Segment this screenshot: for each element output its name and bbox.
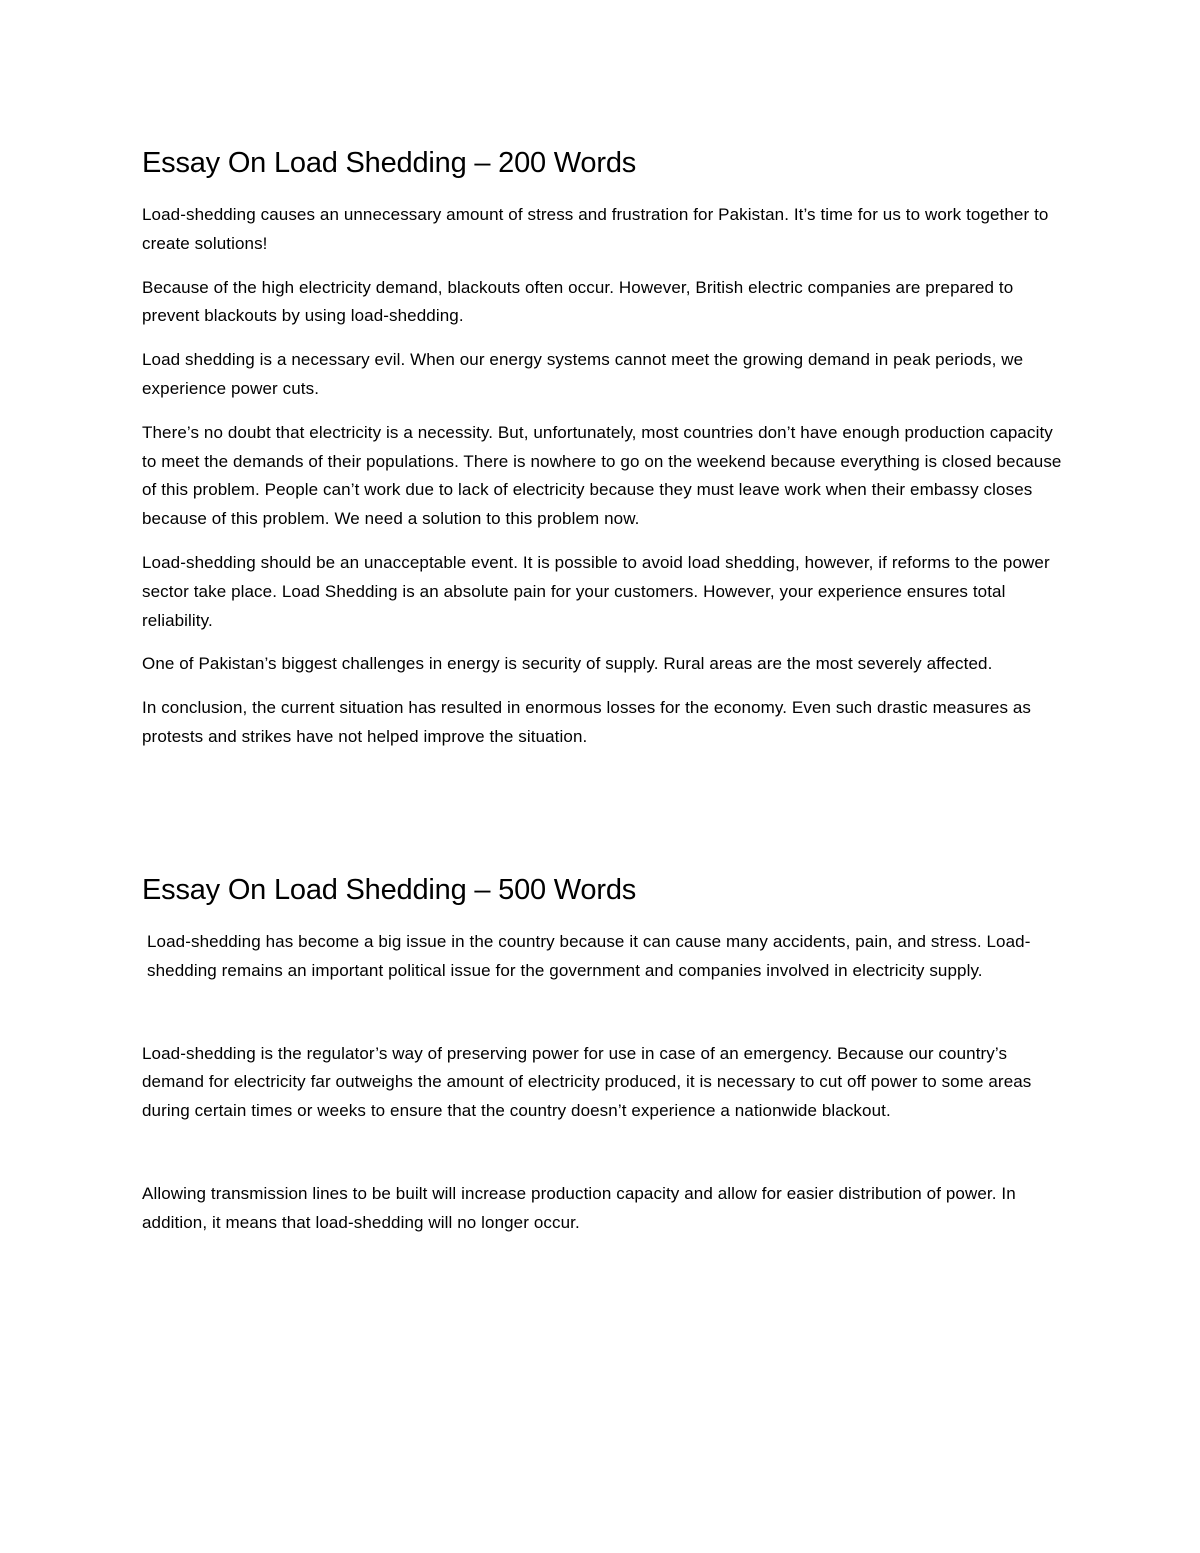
- section-heading-200-words: Essay On Load Shedding – 200 Words: [142, 147, 637, 179]
- paragraph: Because of the high electricity demand, blackouts often occur. However, British electric companies are prepared to prevent blackouts by using load-shedding.: [142, 277, 1014, 326]
- essay-section-200-words: [142, 143, 1067, 767]
- paragraph: Load-shedding has become a big issue in the country because it can cause many accidents, pain, and stress. Load-shedding remains an important political issue for the government and companies involved in electricity supply.: [147, 932, 1031, 980]
- paragraph: Load-shedding should be an unacceptable event. It is possible to avoid load shedding, however, if reforms to the power sector take place. Load Shedding is an absolute pain for your customers. However, your experience ensures total reliability.: [142, 552, 1050, 630]
- document-page: [142, 0, 1067, 1553]
- paragraph: Load-shedding is the regulator’s way of preserving power for use in case of an emergency. Because our country’s demand for electricity far outweighs the amount of electricity produced, it is necessary to cut off power to some areas during certain times or weeks to ensure that the country doesn’t experience a nationwide blackout.: [142, 1043, 1032, 1121]
- paragraph: Load-shedding causes an unnecessary amount of stress and frustration for Pakistan. It’s time for us to work together to create solutions!: [142, 205, 1049, 253]
- essay-section-500-words: [142, 870, 1067, 1253]
- paragraph: In conclusion, the current situation has resulted in enormous losses for the economy. Even such drastic measures as protests and strikes have not helped improve the situation.: [142, 698, 1032, 746]
- paragraph: Allowing transmission lines to be built will increase production capacity and allow for easier distribution of power. In addition, it means that load-shedding will no longer occur.: [142, 1183, 1016, 1232]
- paragraph: There’s no doubt that electricity is a necessity. But, unfortunately, most countries don’t have enough production capacity to meet the demands of their populations. There is nowhere to go on the weekend because everything is closed because of this problem. People can’t work due to lack of electricity because they must leave work when their embassy closes because of this problem. We need a solution to this problem now.: [142, 422, 1062, 529]
- paragraph: Load shedding is a necessary evil. When our energy systems cannot meet the growing demand in peak periods, we experience power cuts.: [142, 350, 1024, 398]
- section-heading-500-words: Essay On Load Shedding – 500 Words: [142, 874, 637, 906]
- paragraph: One of Pakistan’s biggest challenges in energy is security of supply. Rural areas are the most severely affected.: [142, 654, 993, 674]
